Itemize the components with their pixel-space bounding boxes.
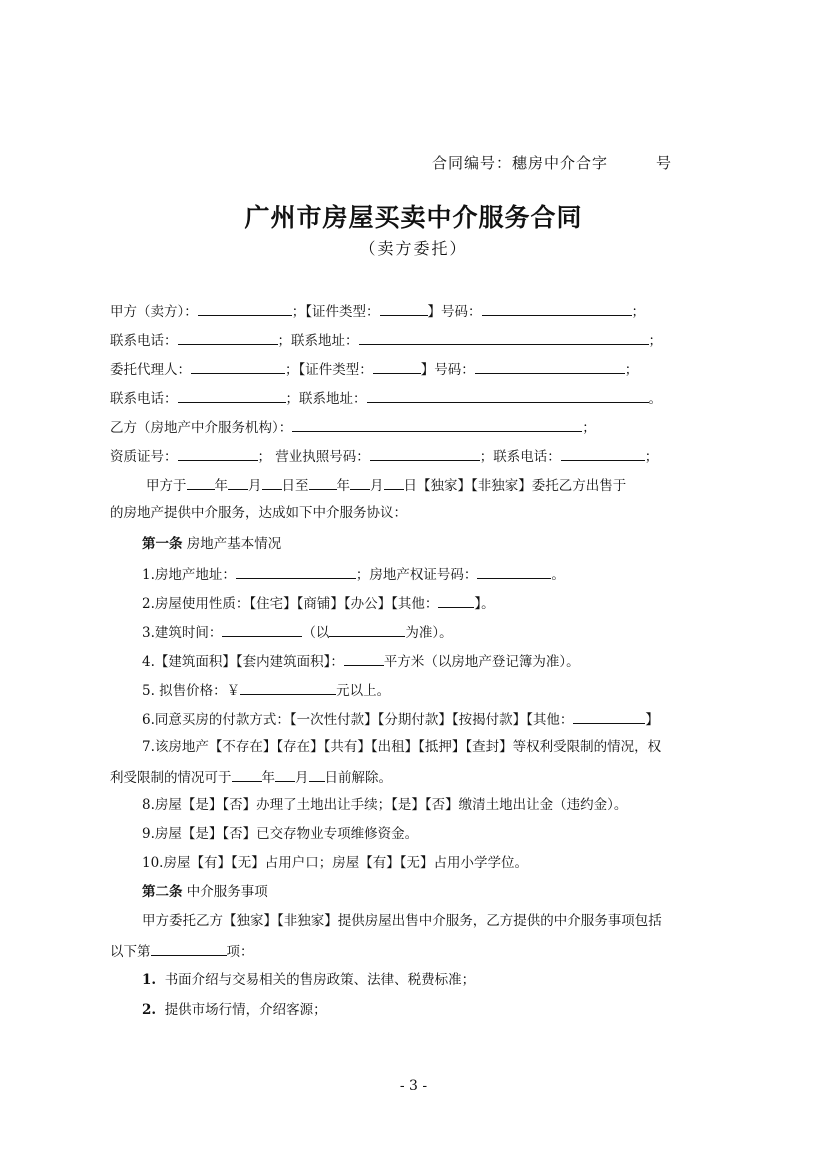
price-blank (240, 680, 336, 695)
agent-phone-blank (178, 388, 286, 403)
service-items-blank (151, 941, 227, 956)
month-blank (228, 475, 248, 490)
year-blank (232, 767, 262, 782)
address-blank (359, 330, 649, 345)
document-subtitle: （卖方委托） (359, 239, 468, 258)
item-text: 元以上。 (336, 683, 391, 699)
item-text: 6.同意买房的付款方式：【一次性付款】【分期付款】【按揭付款】【其他： (142, 712, 574, 728)
license-blank (370, 446, 480, 461)
article-1-title: 房地产基本情况 (182, 536, 282, 552)
item-9: 9.房屋【是】【否】已交存物业专项维修资金。 (142, 826, 419, 842)
item-2 (142, 593, 495, 613)
seller-name-blank (198, 301, 292, 316)
intro-frag (146, 475, 626, 495)
day-blank (384, 475, 404, 490)
article-2-title: 中介服务事项 (182, 884, 268, 900)
other-payment-blank (573, 709, 645, 724)
service-item-2 (142, 1001, 327, 1019)
item-6 (142, 709, 659, 729)
year-blank (309, 475, 337, 490)
item-text: 3.建筑时间： (142, 625, 223, 641)
intro-text: 月 (370, 478, 384, 494)
intro-text: 甲方于 (146, 478, 187, 494)
item-text: ；房地产权证号码： (355, 567, 478, 583)
article-2-para-line-2 (110, 941, 254, 961)
address-blank (236, 564, 356, 579)
service-item-1 (142, 971, 475, 989)
item-8: 8.房屋【是】【否】办理了土地出让手续；【是】【否】缴清土地出让金（违约金）。 (142, 797, 628, 813)
item-4 (142, 651, 580, 671)
area-blank (344, 651, 384, 666)
party-a-line (110, 301, 645, 321)
other-use-blank (438, 593, 474, 608)
id-number-blank (482, 301, 632, 316)
agent-phone-label: 联系电话： (110, 391, 178, 407)
item-text: 项： (226, 944, 254, 960)
agent-id-number-label: 】号码： (420, 362, 475, 378)
item-text: 2.房屋使用性质：【住宅】【商铺】【办公】【其他： (142, 596, 439, 612)
intro-text: 年 (336, 478, 350, 494)
phone-label: 联系电话： (110, 333, 178, 349)
address-label: ；联系地址： (277, 333, 359, 349)
year-blank (187, 475, 215, 490)
service-item-text: 提供市场行情，介绍客源； (164, 1002, 327, 1018)
item-text: 。 (551, 567, 565, 583)
agent-line (110, 359, 638, 379)
document-title: 广州市房屋买卖中介服务合同 (244, 203, 583, 232)
id-type-label: ；【证件类型： (291, 304, 380, 320)
agency-label: 乙方（房地产中介服务机构）： (110, 420, 293, 436)
agent-id-type-label: ；【证件类型： (285, 362, 373, 378)
item-text: 5. 拟售价格：￥ (142, 683, 241, 699)
agency-phone-blank (561, 446, 645, 461)
article-1-heading (142, 535, 281, 553)
item-text: 日前解除。 (324, 770, 392, 786)
article-2-number: 第二条 (142, 884, 183, 900)
agent-address-label: ；联系地址： (285, 391, 367, 407)
item-7-line-2 (110, 767, 392, 787)
license-label: ； 营业执照号码： (257, 449, 370, 465)
service-item-number: 1. (142, 972, 157, 988)
service-item-text: 书面介绍与交易相关的售房政策、法律、税费标准； (164, 972, 476, 988)
item-text: 1.房地产地址： (142, 567, 236, 583)
item-1 (142, 564, 565, 584)
intro-line-1 (146, 475, 724, 495)
intro-text: 月 (248, 478, 262, 494)
contract-number-suffix: 号 (656, 154, 673, 172)
item-text: 】 (645, 712, 659, 728)
item-text: 4.【建筑面积】【套内建筑面积】： (142, 654, 344, 670)
article-2-para-line-1: 甲方委托乙方【独家】【非独家】提供房屋出售中介服务，乙方提供的中介服务事项包括 (142, 913, 662, 929)
agency-name-blank (292, 417, 582, 432)
item-text: 利受限制的情况可于 (110, 770, 232, 786)
phone-blank (178, 330, 278, 345)
punct: ； (644, 449, 659, 465)
service-item-number: 2. (142, 1002, 157, 1018)
id-type-blank (380, 301, 428, 316)
month-blank (350, 475, 370, 490)
punct: ； (631, 304, 645, 320)
article-2-heading (142, 883, 268, 901)
page-number: - 3 - (399, 1078, 428, 1094)
punct: 。 (648, 391, 662, 407)
qualification-blank (178, 446, 258, 461)
agent-contact-line (110, 388, 662, 408)
item-5 (142, 680, 390, 700)
item-text: 以下第 (110, 944, 151, 960)
qualification-label: 资质证号： (110, 449, 178, 465)
agency-phone-label: ；联系电话： (479, 449, 561, 465)
intro-text: 日至 (281, 478, 309, 494)
item-3 (142, 622, 453, 642)
seller-label: 甲方（卖方）： (110, 304, 198, 320)
item-text: 平方米（以房地产登记簿为准）。 (383, 654, 580, 670)
item-text: 】。 (474, 596, 495, 612)
item-10: 10.房屋【有】【无】占用户口；房屋【有】【无】占用小学学位。 (142, 855, 528, 871)
reference-blank (329, 622, 405, 637)
agent-name-blank (191, 359, 285, 374)
item-text: 为准）。 (405, 625, 453, 641)
item-text: 月 (295, 770, 309, 786)
item-text: 年 (261, 770, 275, 786)
intro-text: 年 (214, 478, 228, 494)
certificate-blank (477, 564, 551, 579)
punct: ； (648, 333, 662, 349)
id-number-label: 】号码： (427, 304, 482, 320)
day-blank (309, 767, 325, 782)
punct: ； (582, 420, 596, 436)
party-b-license-line (110, 446, 658, 466)
party-b-line (110, 417, 596, 437)
agent-label: 委托代理人： (110, 362, 191, 378)
contract-number-label: 合同编号：穗房中介合字 (432, 154, 609, 172)
agent-id-number-blank (475, 359, 625, 374)
contract-number (432, 152, 672, 173)
item-7-line-1: 7.该房地产【不存在】【存在】【共有】【出租】【抵押】【查封】等权利受限制的情况，权 (142, 739, 662, 755)
item-text: （以 (302, 625, 330, 641)
agent-address-blank (367, 388, 649, 403)
intro-justified (146, 475, 724, 495)
intro-line-2: 的房地产提供中介服务，达成如下中介服务协议： (110, 505, 407, 521)
build-time-blank (222, 622, 302, 637)
party-a-contact-line (110, 330, 662, 350)
article-1-number: 第一条 (142, 536, 183, 552)
punct: ； (624, 362, 639, 378)
day-blank (262, 475, 282, 490)
intro-text: 日【独家】【非独家】委托乙方出售于 (403, 478, 627, 494)
agent-id-type-blank (373, 359, 421, 374)
month-blank (275, 767, 295, 782)
